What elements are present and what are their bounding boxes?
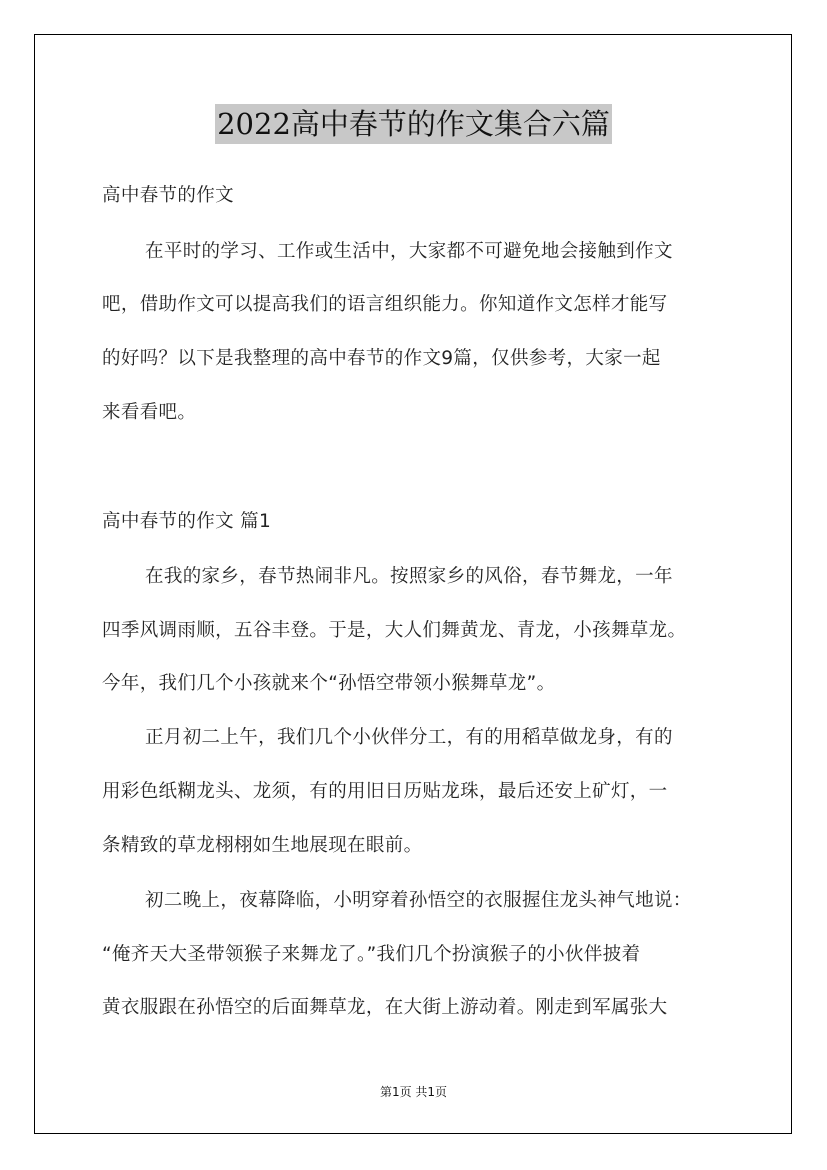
body-line-5: 用彩色纸糊龙头、龙须，有的用旧日历贴龙珠，最后还安上矿灯，一 [102,781,668,802]
intro-line-2: 吧，借助作文可以提高我们的语言组织能力。你知道作文怎样才能写 [102,294,668,315]
title-container [0,104,827,144]
intro-line-4: 来看看吧。 [102,402,197,423]
body-line-7: 初二晚上，夜幕降临，小明穿着孙悟空的衣服握住龙头神气地说： [145,890,692,911]
intro-heading: 高中春节的作文 [102,185,234,206]
body-line-1: 在我的家乡，春节热闹非凡。按照家乡的风俗，春节舞龙，一年 [145,566,673,587]
document-title: 2022高中春节的作文集合六篇 [215,104,612,144]
body-line-2: 四季风调雨顺，五谷丰登。于是，大人们舞黄龙、青龙，小孩舞草龙。 [102,620,687,641]
body-line-9: 黄衣服跟在孙悟空的后面舞草龙，在大街上游动着。刚走到军属张大 [102,997,668,1018]
body-line-3: 今年，我们几个小孩就来个“孙悟空带领小猴舞草龙”。 [102,673,556,694]
section1-heading: 高中春节的作文 篇1 [102,511,272,532]
body-line-8: “俺齐天大圣带领猴子来舞龙了。”我们几个扮演猴子的小伙伴披着 [102,944,641,965]
intro-line-1: 在平时的学习、工作或生活中，大家都不可避免地会接触到作文 [145,241,673,262]
body-line-4: 正月初二上午，我们几个小伙伴分工，有的用稻草做龙身，有的 [145,727,673,748]
body-line-6: 条精致的草龙栩栩如生地展现在眼前。 [102,835,423,856]
intro-line-3: 的好吗？以下是我整理的高中春节的作文9篇，仅供参考，大家一起 [102,348,661,369]
page-footer: 第1页 共1页 [379,1085,448,1099]
